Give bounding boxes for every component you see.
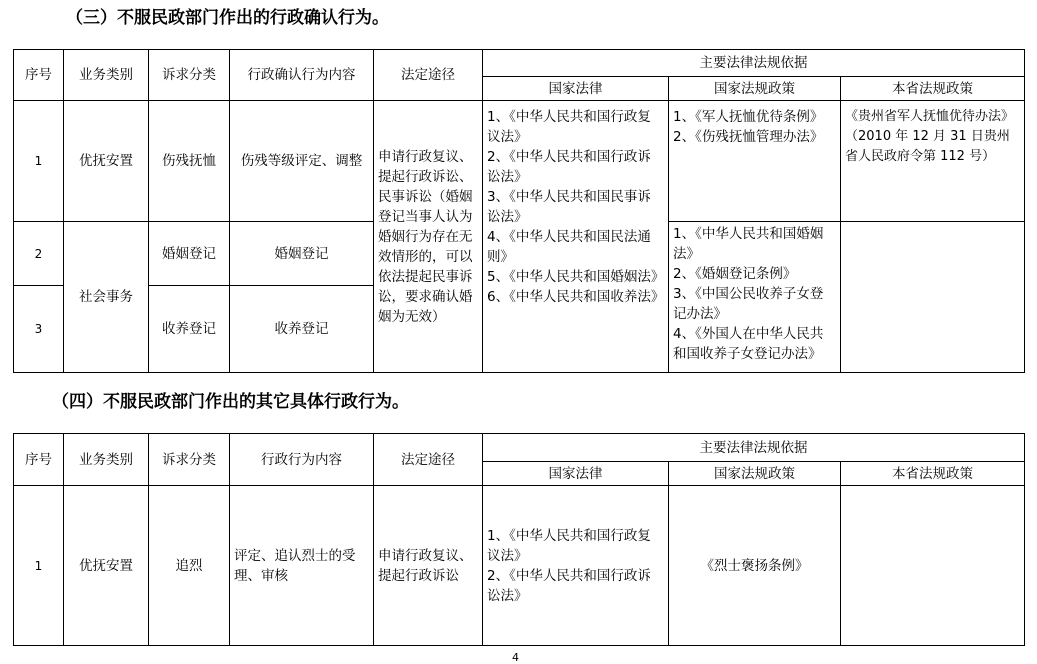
header-content: 行政确认行为内容 [230, 50, 374, 101]
header-no: 序号 [14, 434, 64, 486]
national-law-list [483, 101, 669, 373]
header-provincial-policy: 本省法规政策 [841, 462, 1025, 486]
row3-content: 收养登记 [230, 286, 374, 373]
row1-no: 1 [14, 101, 64, 222]
header-no: 序号 [14, 50, 64, 101]
law-item: 2、《中华人民共和国行政诉讼法》 [487, 567, 651, 604]
section3-heading: （三）不服民政部门作出的行政确认行为。 [66, 8, 389, 28]
law-item: 6、《中华人民共和国收养法》 [487, 289, 665, 305]
header-category: 业务类别 [64, 50, 149, 101]
header-legal-basis: 主要法律法规依据 [483, 434, 1025, 462]
regulation-item: 3、《中国公民收养子女登记办法》 [673, 286, 824, 322]
row3-claim: 收养登记 [149, 286, 230, 373]
row3-no: 3 [14, 286, 64, 373]
row2-claim: 婚姻登记 [149, 222, 230, 286]
header-national-regulation: 国家法规政策 [669, 462, 841, 486]
law-item: 5、《中华人民共和国婚姻法》 [487, 269, 665, 285]
regulation-item: 1、《中华人民共和国婚姻法》 [673, 226, 824, 262]
header-claim: 诉求分类 [149, 434, 230, 486]
regulation-item: 2、《伤残抚恤管理办法》 [673, 129, 824, 145]
section4-heading: （四）不服民政部门作出的其它具体行政行为。 [52, 392, 409, 412]
row2-no: 2 [14, 222, 64, 286]
law-item: 4、《中华人民共和国民法通则》 [487, 229, 651, 265]
regulation-list-row23 [669, 222, 841, 373]
header-national-law: 国家法律 [483, 77, 669, 101]
regulation-item: 1、《军人抚恤优待条例》 [673, 109, 824, 125]
header-national-law: 国家法律 [483, 462, 669, 486]
row23-category: 社会事务 [64, 222, 149, 373]
row1-category: 优抚安置 [64, 101, 149, 222]
page-number: 4 [512, 651, 519, 664]
row1-no: 1 [14, 486, 64, 646]
header-provincial-policy: 本省法规政策 [841, 77, 1025, 101]
provincial-policy-row23 [841, 222, 1025, 373]
provincial-policy-cell [841, 486, 1025, 646]
header-claim: 诉求分类 [149, 50, 230, 101]
header-legal-basis: 主要法律法规依据 [483, 50, 1025, 77]
national-regulation-cell: 《烈士褒扬条例》 [669, 486, 841, 646]
national-law-list [483, 486, 669, 646]
row1-content: 评定、追认烈士的受理、审核 [230, 486, 374, 646]
law-item: 2、《中华人民共和国行政诉讼法》 [487, 149, 651, 185]
header-route: 法定途径 [374, 50, 483, 101]
row1-content: 伤残等级评定、调整 [230, 101, 374, 222]
law-item: 1、《中华人民共和国行政复议法》 [487, 109, 651, 145]
section3-table [13, 49, 1025, 373]
provincial-policy-row1: 《贵州省军人抚恤优待办法》（2010 年 12 月 31 日贵州省人民政府令第 112 号） [841, 101, 1025, 222]
header-category: 业务类别 [64, 434, 149, 486]
section4-table [13, 433, 1025, 646]
regulation-list-row1 [669, 101, 841, 222]
header-national-regulation: 国家法规政策 [669, 77, 841, 101]
row1-claim: 追烈 [149, 486, 230, 646]
row1-category: 优抚安置 [64, 486, 149, 646]
row2-content: 婚姻登记 [230, 222, 374, 286]
row1-claim: 伤残抚恤 [149, 101, 230, 222]
header-content: 行政行为内容 [230, 434, 374, 486]
law-item: 1、《中华人民共和国行政复议法》 [487, 527, 651, 564]
regulation-item: 2、《婚姻登记条例》 [673, 266, 797, 282]
law-item: 3、《中华人民共和国民事诉讼法》 [487, 189, 651, 225]
route-cell: 申请行政复议、提起行政诉讼、民事诉讼（婚姻登记当事人认为婚姻行为存在无效情形的，可以依法提起民事诉讼，要求确认婚姻为无效） [374, 101, 483, 373]
header-route: 法定途径 [374, 434, 483, 486]
regulation-item: 4、《外国人在中华人民共和国收养子女登记办法》 [673, 326, 824, 362]
row1-route: 申请行政复议、提起行政诉讼 [374, 486, 483, 646]
